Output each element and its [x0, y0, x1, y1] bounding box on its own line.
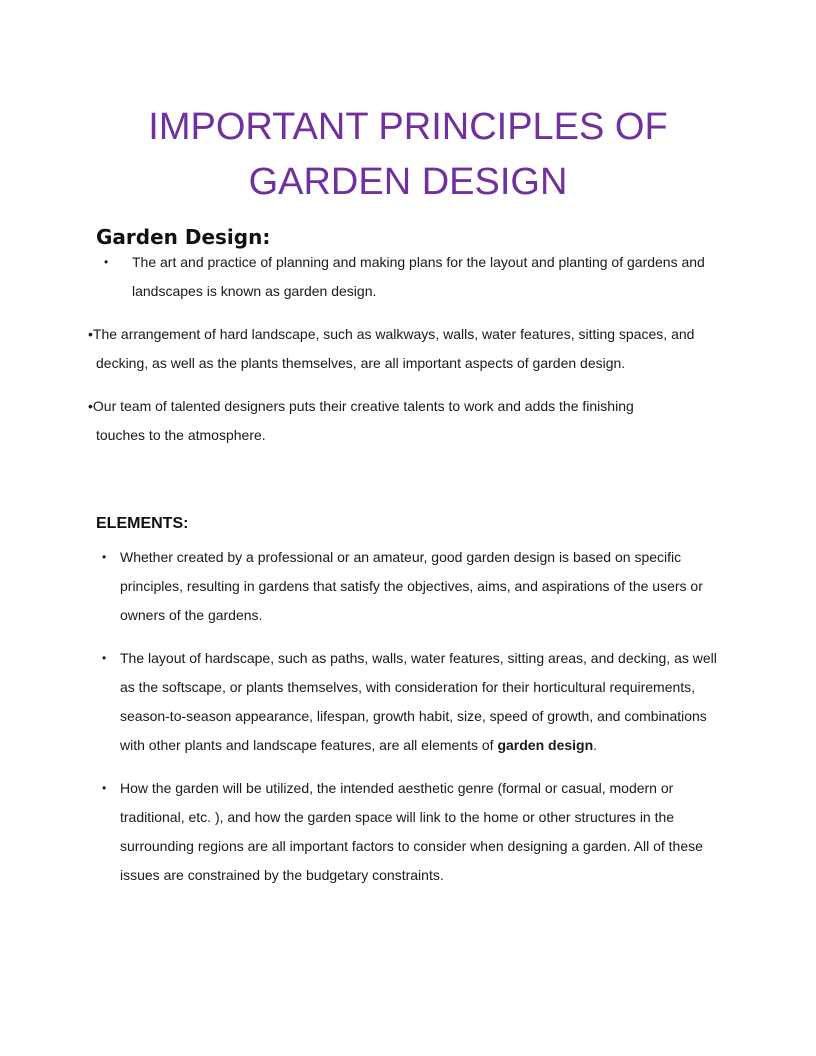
garden-design-item-3	[88, 392, 728, 450]
bullet-icon: •	[104, 255, 109, 269]
bullet-icon: •	[102, 550, 107, 564]
garden-design-item-3-line-1: •Our team of talented designers puts their creative talents to work and adds the finishing	[88, 398, 634, 414]
title-line-1: IMPORTANT PRINCIPLES OF	[148, 106, 668, 148]
page-title	[0, 100, 816, 210]
elements-item-2-end: .	[593, 737, 598, 753]
elements-item-1-text: Whether created by a professional or an amateur, good garden design is based on specific principles, resulting in gardens that satisfy the objectives, aims, and aspirations of the users or owners of the gardens.	[120, 549, 703, 623]
elements-item-1	[96, 543, 726, 630]
elements-list	[96, 543, 726, 904]
elements-item-3-text: How the garden will be utilized, the intended aesthetic genre (formal or casual, modern or traditional, etc. ), and how the garden space will link to the home or other structures in the surrounding regions are all important factors to consider when designing a garden. All of these issues are constrained by the budgetary constraints.	[120, 780, 703, 883]
elements-item-2-text: The layout of hardscape, such as paths, walls, water features, sitting areas, and decking, as well as the softscape, or plants themselves, with consideration for their horticultural requirements, season-to-season appearance, lifespan, growth habit, size, speed of growth, and combinations with other plants and landscape features, are all elements of	[120, 650, 717, 753]
garden-design-item-1-text: The art and practice of planning and making plans for the layout and planting of gardens and landscapes is known as garden design.	[132, 254, 705, 299]
elements-item-3	[96, 774, 726, 890]
bullet-icon: •	[102, 651, 107, 665]
garden-design-heading: Garden Design:	[96, 225, 271, 249]
garden-design-item-2-line-1: •The arrangement of hard landscape, such as walkways, walls, water features, sitting spaces, and	[88, 326, 695, 342]
garden-design-item-2	[88, 320, 728, 378]
elements-heading: ELEMENTS:	[96, 515, 189, 532]
bullet-icon: •	[102, 781, 107, 795]
elements-item-2-bold: garden design	[497, 737, 594, 753]
title-line-2: GARDEN DESIGN	[248, 161, 568, 203]
elements-item-2	[96, 644, 726, 760]
garden-design-item-3-line-2: touches to the atmosphere.	[96, 427, 266, 443]
garden-design-item-2-line-2: decking, as well as the plants themselves, are all important aspects of garden design.	[96, 355, 626, 371]
